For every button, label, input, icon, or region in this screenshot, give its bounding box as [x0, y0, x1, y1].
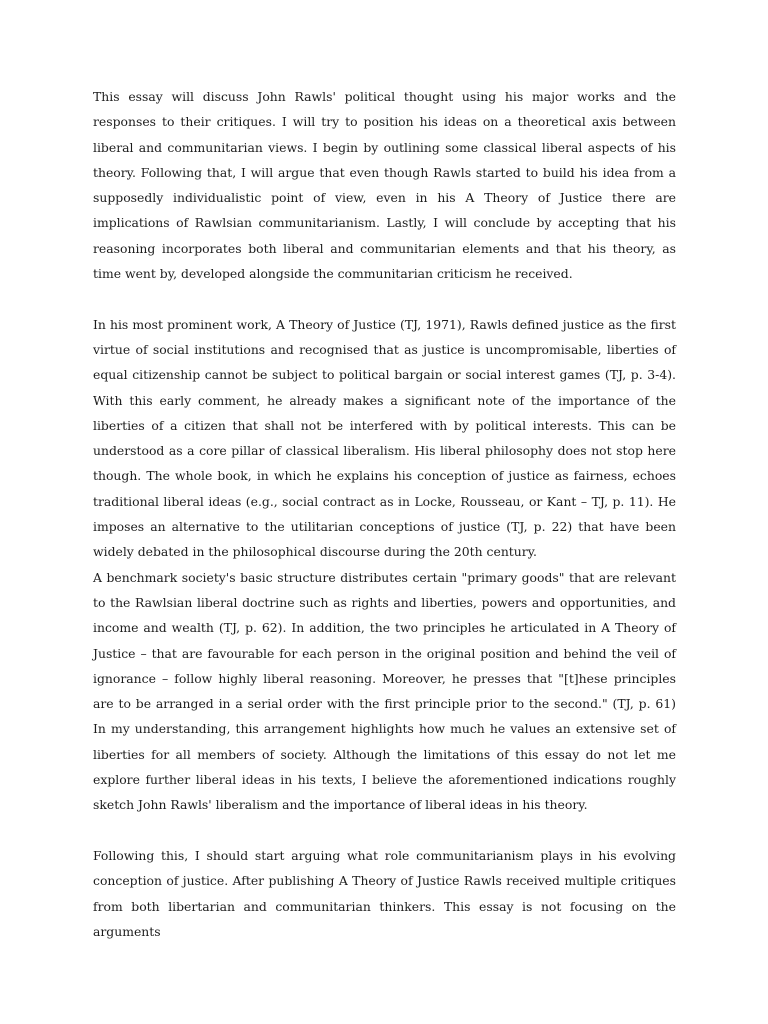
paragraph-introduction: This essay will discuss John Rawls' political thought using his major works and the responses to their critiques. I will try to position his ideas on a theoretical axis between liberal and communitarian views. I begin by outlining some classical liberal aspects of his theory. Following that, I will argue that even though Rawls started to build his idea from a supposedly individualistic point of view, even in his A Theory of Justice there are implications of Rawlsian communitarianism. Lastly, I will conclude by accepting that his reasoning incorporates both liberal and communitarian elements and that his theory, as time went by, developed alongside the communitarian criticism he received.: [93, 89, 676, 282]
paragraph-spacer: [93, 818, 676, 843]
paragraph-communitarianism: Following this, I should start arguing what role communitarianism plays in his evolving conception of justice. After publishing A Theory of Justice Rawls received multiple critiques from both libertarian and communitarian thinkers. This essay is not focusing on the arguments: [93, 847, 676, 939]
paragraph-theory-of-justice: In his most prominent work, A Theory of Justice (TJ, 1971), Rawls defined justice as the first virtue of social institutions and recognised that as justice is uncompromisable, liberties of equal citizenship cannot be subject to political bargain or social interest games (TJ, p. 3-4). With this early comment, he already makes a significant note of the importance of the liberties of a citizen that shall not be interfered with by political interests. This can be understood as a core pillar of classical liberalism. His liberal philosophy does not stop here though. The whole book, in which he explains his conception of justice as fairness, echoes traditional liberal ideas (e.g., social contract as in Locke, Rousseau, or Kant – TJ, p. 11). He imposes an alternative to the utilitarian conceptions of justice (TJ, p. 22) that have been widely debated in the philosophical discourse during the 20th century.: [93, 316, 676, 560]
paragraph-spacer: [93, 286, 676, 311]
document-page: [93, 84, 676, 944]
paragraph-primary-goods: A benchmark society's basic structure distributes certain "primary goods" that are relevant to the Rawlsian liberal doctrine such as rights and liberties, powers and opportunities, and income and wealth (TJ, p. 62). In addition, the two principles he articulated in A Theory of Justice – that are favourable for each person in the original position and behind the veil of ignorance – follow highly liberal reasoning. Moreover, he presses that "[t]hese principles are to be arranged in a serial order with the first principle prior to the second." (TJ, p. 61) In my understanding, this arrangement highlights how much he values an extensive set of liberties for all members of society. Although the limitations of this essay do not let me explore further liberal ideas in his texts, I believe the aforementioned indications roughly sketch John Rawls' liberalism and the importance of liberal ideas in his theory.: [93, 569, 676, 813]
